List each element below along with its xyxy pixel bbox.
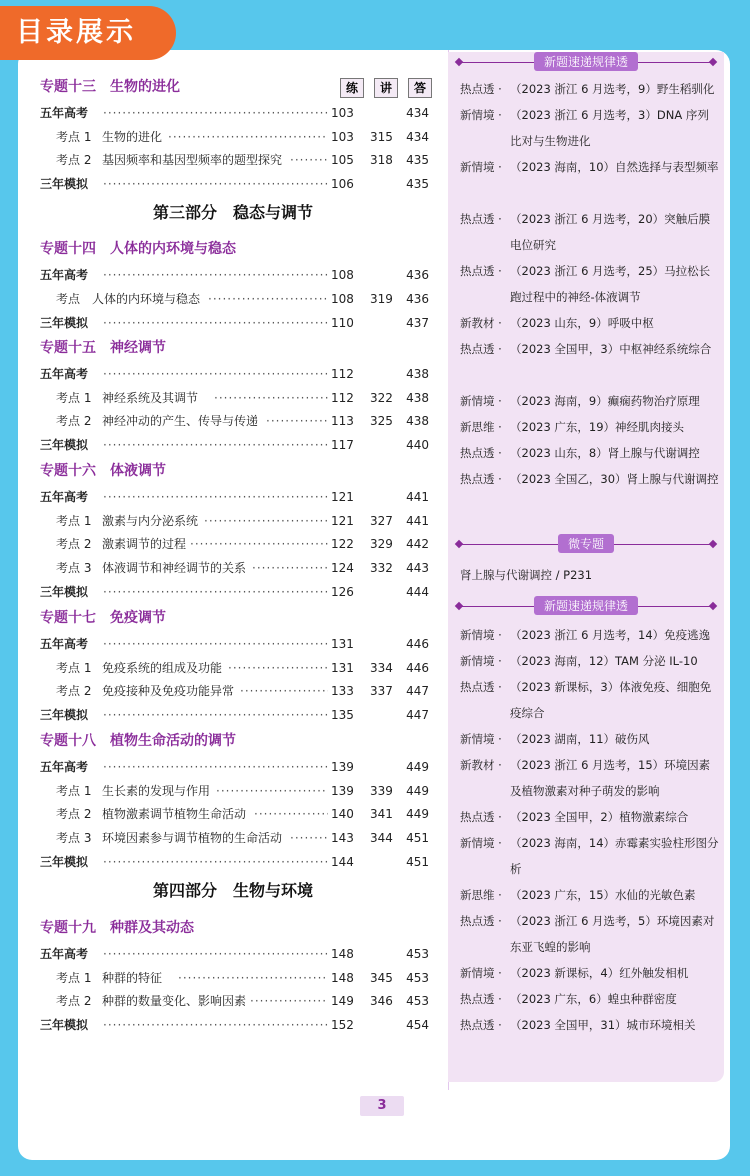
toc-row[interactable]: 考点 1 种群的特征 ····· 148 345 453 bbox=[18, 966, 448, 990]
toc-row[interactable]: 考点 1 神经系统及其调节 ····· 112 322 438 bbox=[18, 386, 448, 410]
toc-row[interactable]: 考点 1 激素与内分泌系统 ····· 121 327 441 bbox=[18, 509, 448, 533]
page-number: 3 bbox=[360, 1096, 404, 1116]
toc-row[interactable]: 三年模拟 ····· 152 454 bbox=[18, 1013, 448, 1037]
topic-13-title[interactable]: 专题十三 生物的进化 bbox=[40, 79, 180, 95]
toc-row[interactable]: 五年高考 ····· 139 449 bbox=[18, 755, 448, 779]
topic-14-title[interactable]: 专题十四 人体的内环境与稳态 bbox=[40, 241, 236, 257]
toc-row[interactable]: 考点 2 植物激素调节植物生命活动 ····· 140 341 449 bbox=[18, 802, 448, 826]
list-item: 新情境 · （2023 海南，10）自然选择与表型频率 bbox=[460, 160, 719, 174]
toc-row[interactable]: 五年高考 ····· 131 446 bbox=[18, 632, 448, 656]
list-item: 热点透 · （2023 浙江 6 月选考，20）突触后膜电位研究 bbox=[460, 212, 711, 252]
list-item: 新情境 · （2023 新课标，4）红外触发相机 bbox=[460, 966, 689, 980]
section-bar-new-questions-2: 新题速递规律透 bbox=[458, 598, 714, 614]
list-item: 热点透 · （2023 全国甲，3）中枢神经系统综合 bbox=[460, 342, 712, 356]
toc-row[interactable]: 考点 3 体液调节和神经调节的关系 ····· 124 332 443 bbox=[18, 556, 448, 580]
list-item: 新情境 · （2023 海南，9）癫痫药物治疗原理 bbox=[460, 394, 700, 408]
toc-row[interactable]: 五年高考 ····· 108 436 bbox=[18, 263, 448, 287]
toc-row[interactable]: 考点 2 神经冲动的产生、传导与传递 ····· 113 325 438 bbox=[18, 409, 448, 433]
list-item: 热点透 · （2023 全国甲，2）植物激素综合 bbox=[460, 810, 689, 824]
toc-row[interactable]: 五年高考 ····· 112 438 bbox=[18, 362, 448, 386]
list-item: 热点透 · （2023 广东，6）蝗虫种群密度 bbox=[460, 992, 677, 1006]
section-bar-new-questions: 新题速递规律透 bbox=[458, 54, 714, 70]
sidebar-panel bbox=[448, 52, 724, 1082]
toc-row[interactable]: 三年模拟 ····· 135 447 bbox=[18, 703, 448, 727]
toc-row[interactable]: 考点 2 基因频率和基因型频率的题型探究 ····· 105 318 435 bbox=[18, 148, 448, 172]
toc-row[interactable]: 考点 3 环境因素参与调节植物的生命活动 ····· 143 344 451 bbox=[18, 826, 448, 850]
list-item: 热点透 · （2023 浙江 6 月选考，25）马拉松长跑过程中的神经-体液调节 bbox=[460, 264, 711, 304]
toc-row[interactable]: 三年模拟 ····· 126 444 bbox=[18, 580, 448, 604]
list-item: 新情境 · （2023 浙江 6 月选考，14）免疫逃逸 bbox=[460, 628, 711, 642]
list-item: 热点透 · （2023 浙江 6 月选考，9）野生稻驯化 bbox=[460, 82, 715, 96]
topic-15-title[interactable]: 专题十五 神经调节 bbox=[40, 340, 166, 356]
toc-row[interactable]: 考点 1 免疫系统的组成及功能 ····· 131 334 446 bbox=[18, 656, 448, 680]
toc-row[interactable]: 考点 1 生物的进化 ····· 103 315 434 bbox=[18, 125, 448, 149]
list-item: 新教材 · （2023 山东，9）呼吸中枢 bbox=[460, 316, 654, 330]
topic-19-title[interactable]: 专题十九 种群及其动态 bbox=[40, 920, 194, 936]
list-item: 新思维 · （2023 广东，19）神经肌肉接头 bbox=[460, 420, 685, 434]
list-item: 新教材 · （2023 浙江 6 月选考，15）环境因素及植物激素对种子萌发的影响 bbox=[460, 758, 711, 798]
toc-left-column bbox=[18, 50, 448, 1095]
toc-row[interactable]: 五年高考 ····· 121 441 bbox=[18, 485, 448, 509]
header-lian: 练 bbox=[340, 78, 364, 98]
banner-title: 目录展示 bbox=[0, 6, 176, 60]
toc-row[interactable]: 三年模拟 ····· 117 440 bbox=[18, 433, 448, 457]
toc-row[interactable]: 考点 2 免疫接种及免疫功能异常 ····· 133 337 447 bbox=[18, 679, 448, 703]
list-item: 新情境 · （2023 海南，14）赤霉素实验柱形图分析 bbox=[460, 836, 719, 876]
list-item: 新思维 · （2023 广东，15）水仙的光敏色素 bbox=[460, 888, 696, 902]
toc-row[interactable]: 五年高考 ····· 103 434 bbox=[18, 101, 448, 125]
topic-17-title[interactable]: 专题十七 免疫调节 bbox=[40, 610, 166, 626]
list-item: 热点透 · （2023 浙江 6 月选考，5）环境因素对东亚飞蝗的影响 bbox=[460, 914, 715, 954]
list-item: 热点透 · （2023 山东，8）肾上腺与代谢调控 bbox=[460, 446, 700, 460]
list-item: 热点透 · （2023 全国甲，31）城市环境相关 bbox=[460, 1018, 696, 1032]
toc-row[interactable]: 考点 1 生长素的发现与作用 ····· 139 339 449 bbox=[18, 779, 448, 803]
toc-row[interactable]: 考点 2 种群的数量变化、影响因素 ····· 149 346 453 bbox=[18, 989, 448, 1013]
part-four-heading: 第四部分 生物与环境 bbox=[152, 881, 313, 900]
toc-row[interactable]: 考点 人体的内环境与稳态 ····· 108 319 436 bbox=[18, 287, 448, 311]
list-item: 新情境 · （2023 浙江 6 月选考，3）DNA 序列比对与生物进化 bbox=[460, 108, 709, 148]
list-item: 热点透 · （2023 全国乙，30）肾上腺与代谢调控 bbox=[460, 472, 719, 486]
toc-row[interactable]: 考点 2 激素调节的过程 ····· 122 329 442 bbox=[18, 532, 448, 556]
toc-row[interactable]: 三年模拟 ····· 106 435 bbox=[18, 172, 448, 196]
section-bar-micro-topic: 微专题 bbox=[458, 536, 714, 552]
toc-row[interactable]: 三年模拟 ····· 144 451 bbox=[18, 850, 448, 874]
micro-topic-item[interactable]: 肾上腺与代谢调控 / P231 bbox=[460, 568, 593, 582]
header-jiang: 讲 bbox=[374, 78, 398, 98]
part-three-heading: 第三部分 稳态与调节 bbox=[152, 203, 313, 222]
list-item: 新情境 · （2023 海南，12）TAM 分泌 IL-10 bbox=[460, 654, 698, 668]
topic-18-title[interactable]: 专题十八 植物生命活动的调节 bbox=[40, 733, 236, 749]
toc-row[interactable]: 五年高考 ····· 148 453 bbox=[18, 942, 448, 966]
toc-row[interactable]: 三年模拟 ····· 110 437 bbox=[18, 311, 448, 335]
list-item: 热点透 · （2023 新课标，3）体液免疫、细胞免疫综合 bbox=[460, 680, 712, 720]
header-da: 答 bbox=[408, 78, 432, 98]
topic-16-title[interactable]: 专题十六 体液调节 bbox=[40, 463, 166, 479]
list-item: 新情境 · （2023 湖南，11）破伤风 bbox=[460, 732, 650, 746]
